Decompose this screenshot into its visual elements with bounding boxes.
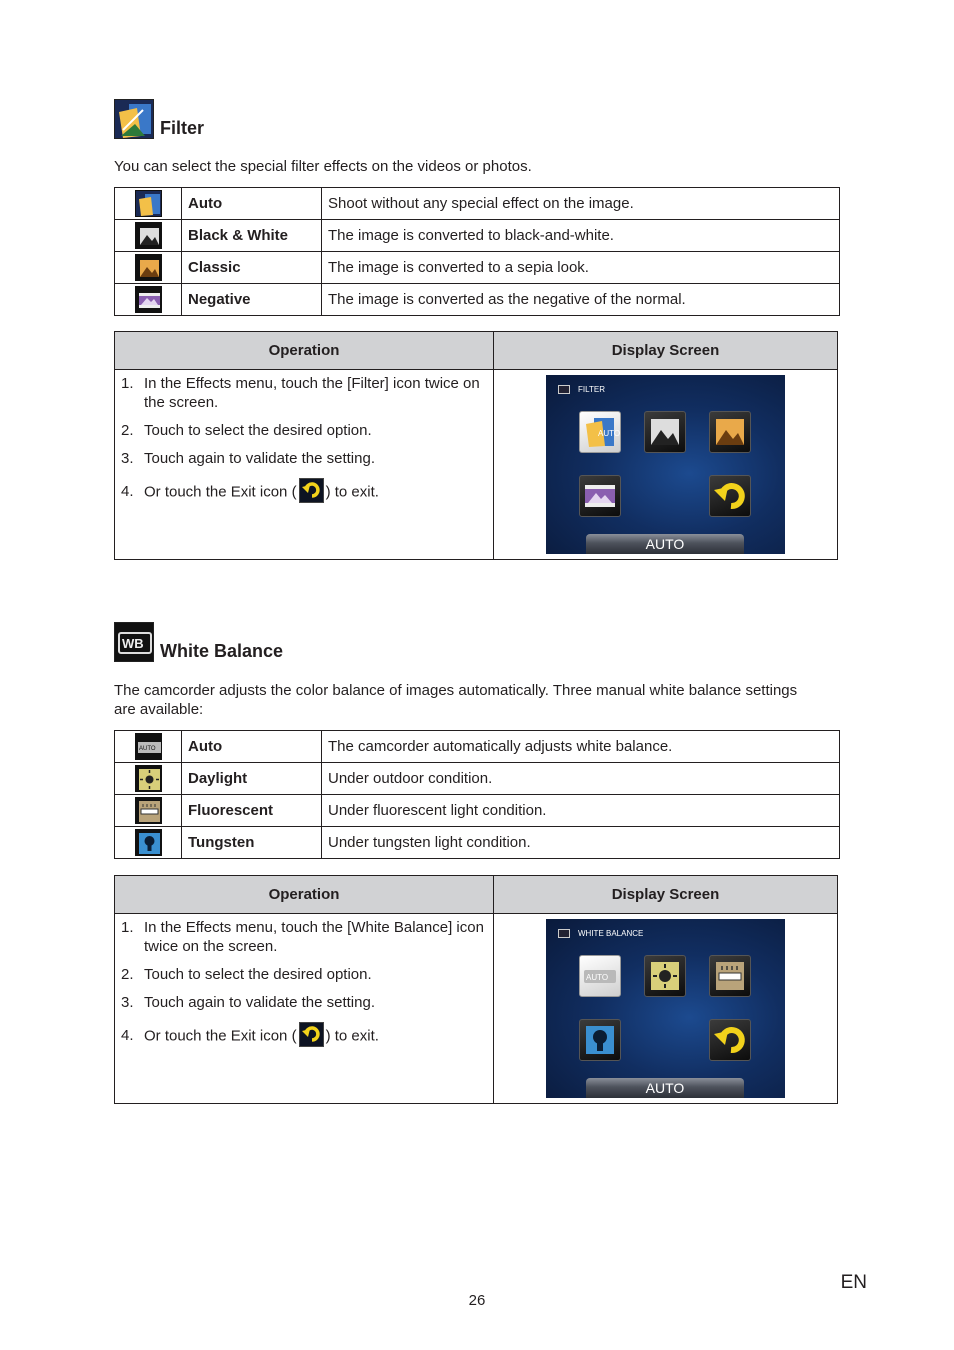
svg-text:AUTO: AUTO bbox=[138, 746, 156, 752]
wb-intro: The camcorder adjusts the color balance of images automatically. Three manual white balance settings are available: bbox=[114, 682, 798, 718]
step-item: 1. In the Effects menu, touch the [Filter] icon twice on the screen. bbox=[121, 375, 480, 411]
wb-options-table bbox=[114, 730, 840, 859]
wb-auto-icon bbox=[135, 733, 162, 760]
section-title-white-balance: White Balance bbox=[160, 641, 284, 661]
table-row bbox=[115, 795, 840, 827]
option-name: Fluorescent bbox=[182, 795, 322, 827]
fluorescent-icon bbox=[135, 797, 162, 824]
step-item: 3. Touch again to validate the setting. bbox=[121, 994, 375, 1011]
table-row bbox=[115, 731, 840, 763]
filter-mini-icon bbox=[558, 385, 570, 394]
negative-tile[interactable] bbox=[579, 475, 621, 517]
step-item: 3. Touch again to validate the setting. bbox=[121, 450, 375, 467]
operation-header: Operation bbox=[115, 332, 494, 370]
table-row bbox=[115, 220, 840, 252]
display-screen-header: Display Screen bbox=[494, 876, 838, 914]
fluorescent-tile[interactable] bbox=[709, 955, 751, 997]
exit-tile[interactable] bbox=[709, 1019, 751, 1061]
language-label: EN bbox=[840, 1272, 867, 1293]
display-screen-header: Display Screen bbox=[494, 332, 838, 370]
step-list bbox=[121, 918, 487, 1047]
screen-title: FILTER bbox=[578, 385, 605, 394]
daylight-tile[interactable] bbox=[644, 955, 686, 997]
step-list bbox=[121, 374, 487, 503]
svg-text:AUTO: AUTO bbox=[598, 429, 620, 438]
wb-display-screen bbox=[546, 919, 785, 1098]
step-item: 2. Touch to select the desired option. bbox=[121, 422, 372, 439]
black-white-icon bbox=[135, 222, 162, 249]
option-name: Auto bbox=[182, 188, 322, 220]
option-name: Auto bbox=[182, 731, 322, 763]
filter-heading bbox=[114, 99, 204, 139]
wb-auto-tile[interactable] bbox=[579, 955, 621, 997]
operation-header: Operation bbox=[115, 876, 494, 914]
filter-auto-tile[interactable] bbox=[579, 411, 621, 453]
tungsten-icon bbox=[135, 829, 162, 856]
tungsten-tile[interactable] bbox=[579, 1019, 621, 1061]
exit-icon bbox=[299, 1022, 324, 1047]
exit-tile[interactable] bbox=[709, 475, 751, 517]
option-name: Black & White bbox=[182, 220, 322, 252]
exit-icon bbox=[299, 478, 324, 503]
table-row bbox=[115, 763, 840, 795]
table-row bbox=[115, 284, 840, 316]
step-item: 4. Or touch the Exit icon ( ) to exit. bbox=[121, 1026, 487, 1047]
page-number: 26 bbox=[468, 1292, 486, 1309]
option-name: Classic bbox=[182, 252, 322, 284]
option-name: Daylight bbox=[182, 763, 322, 795]
option-desc: The camcorder automatically adjusts white balance. bbox=[322, 731, 840, 763]
table-row bbox=[115, 252, 840, 284]
svg-text:WB: WB bbox=[122, 636, 144, 651]
table-row bbox=[115, 188, 840, 220]
option-desc: Under fluorescent light condition. bbox=[322, 795, 840, 827]
filter-display-screen bbox=[546, 375, 785, 554]
negative-icon bbox=[135, 286, 162, 313]
option-desc: The image is converted to a sepia look. bbox=[322, 252, 840, 284]
option-desc: Under outdoor condition. bbox=[322, 763, 840, 795]
wb-heading bbox=[114, 622, 283, 662]
classic-tile[interactable] bbox=[709, 411, 751, 453]
filter-intro: You can select the special filter effects on the videos or photos. bbox=[114, 158, 532, 175]
daylight-icon bbox=[135, 765, 162, 792]
wb-mini-icon bbox=[558, 929, 570, 938]
wb-operation-table bbox=[114, 875, 838, 1104]
filter-options-table bbox=[114, 187, 840, 316]
option-name: Tungsten bbox=[182, 827, 322, 859]
selected-option-bar: AUTO bbox=[586, 534, 744, 554]
filter-operation-table bbox=[114, 331, 838, 560]
option-desc: The image is converted as the negative of the normal. bbox=[322, 284, 840, 316]
filter-auto-icon bbox=[135, 190, 162, 217]
screen-title: WHITE BALANCE bbox=[578, 929, 644, 938]
option-desc: The image is converted to black-and-white. bbox=[322, 220, 840, 252]
table-row bbox=[115, 827, 840, 859]
option-desc: Under tungsten light condition. bbox=[322, 827, 840, 859]
option-name: Negative bbox=[182, 284, 322, 316]
filter-icon bbox=[114, 99, 154, 139]
option-desc: Shoot without any special effect on the image. bbox=[322, 188, 840, 220]
classic-icon bbox=[135, 254, 162, 281]
selected-option-bar: AUTO bbox=[586, 1078, 744, 1098]
white-balance-icon bbox=[114, 622, 154, 662]
section-title-filter: Filter bbox=[160, 118, 205, 138]
black-white-tile[interactable] bbox=[644, 411, 686, 453]
svg-text:AUTO: AUTO bbox=[586, 973, 609, 982]
step-item: 4. Or touch the Exit icon ( ) to exit. bbox=[121, 482, 487, 503]
step-item: 2. Touch to select the desired option. bbox=[121, 966, 372, 983]
step-item: 1. In the Effects menu, touch the [White Balance] icon twice on the screen. bbox=[121, 919, 484, 955]
